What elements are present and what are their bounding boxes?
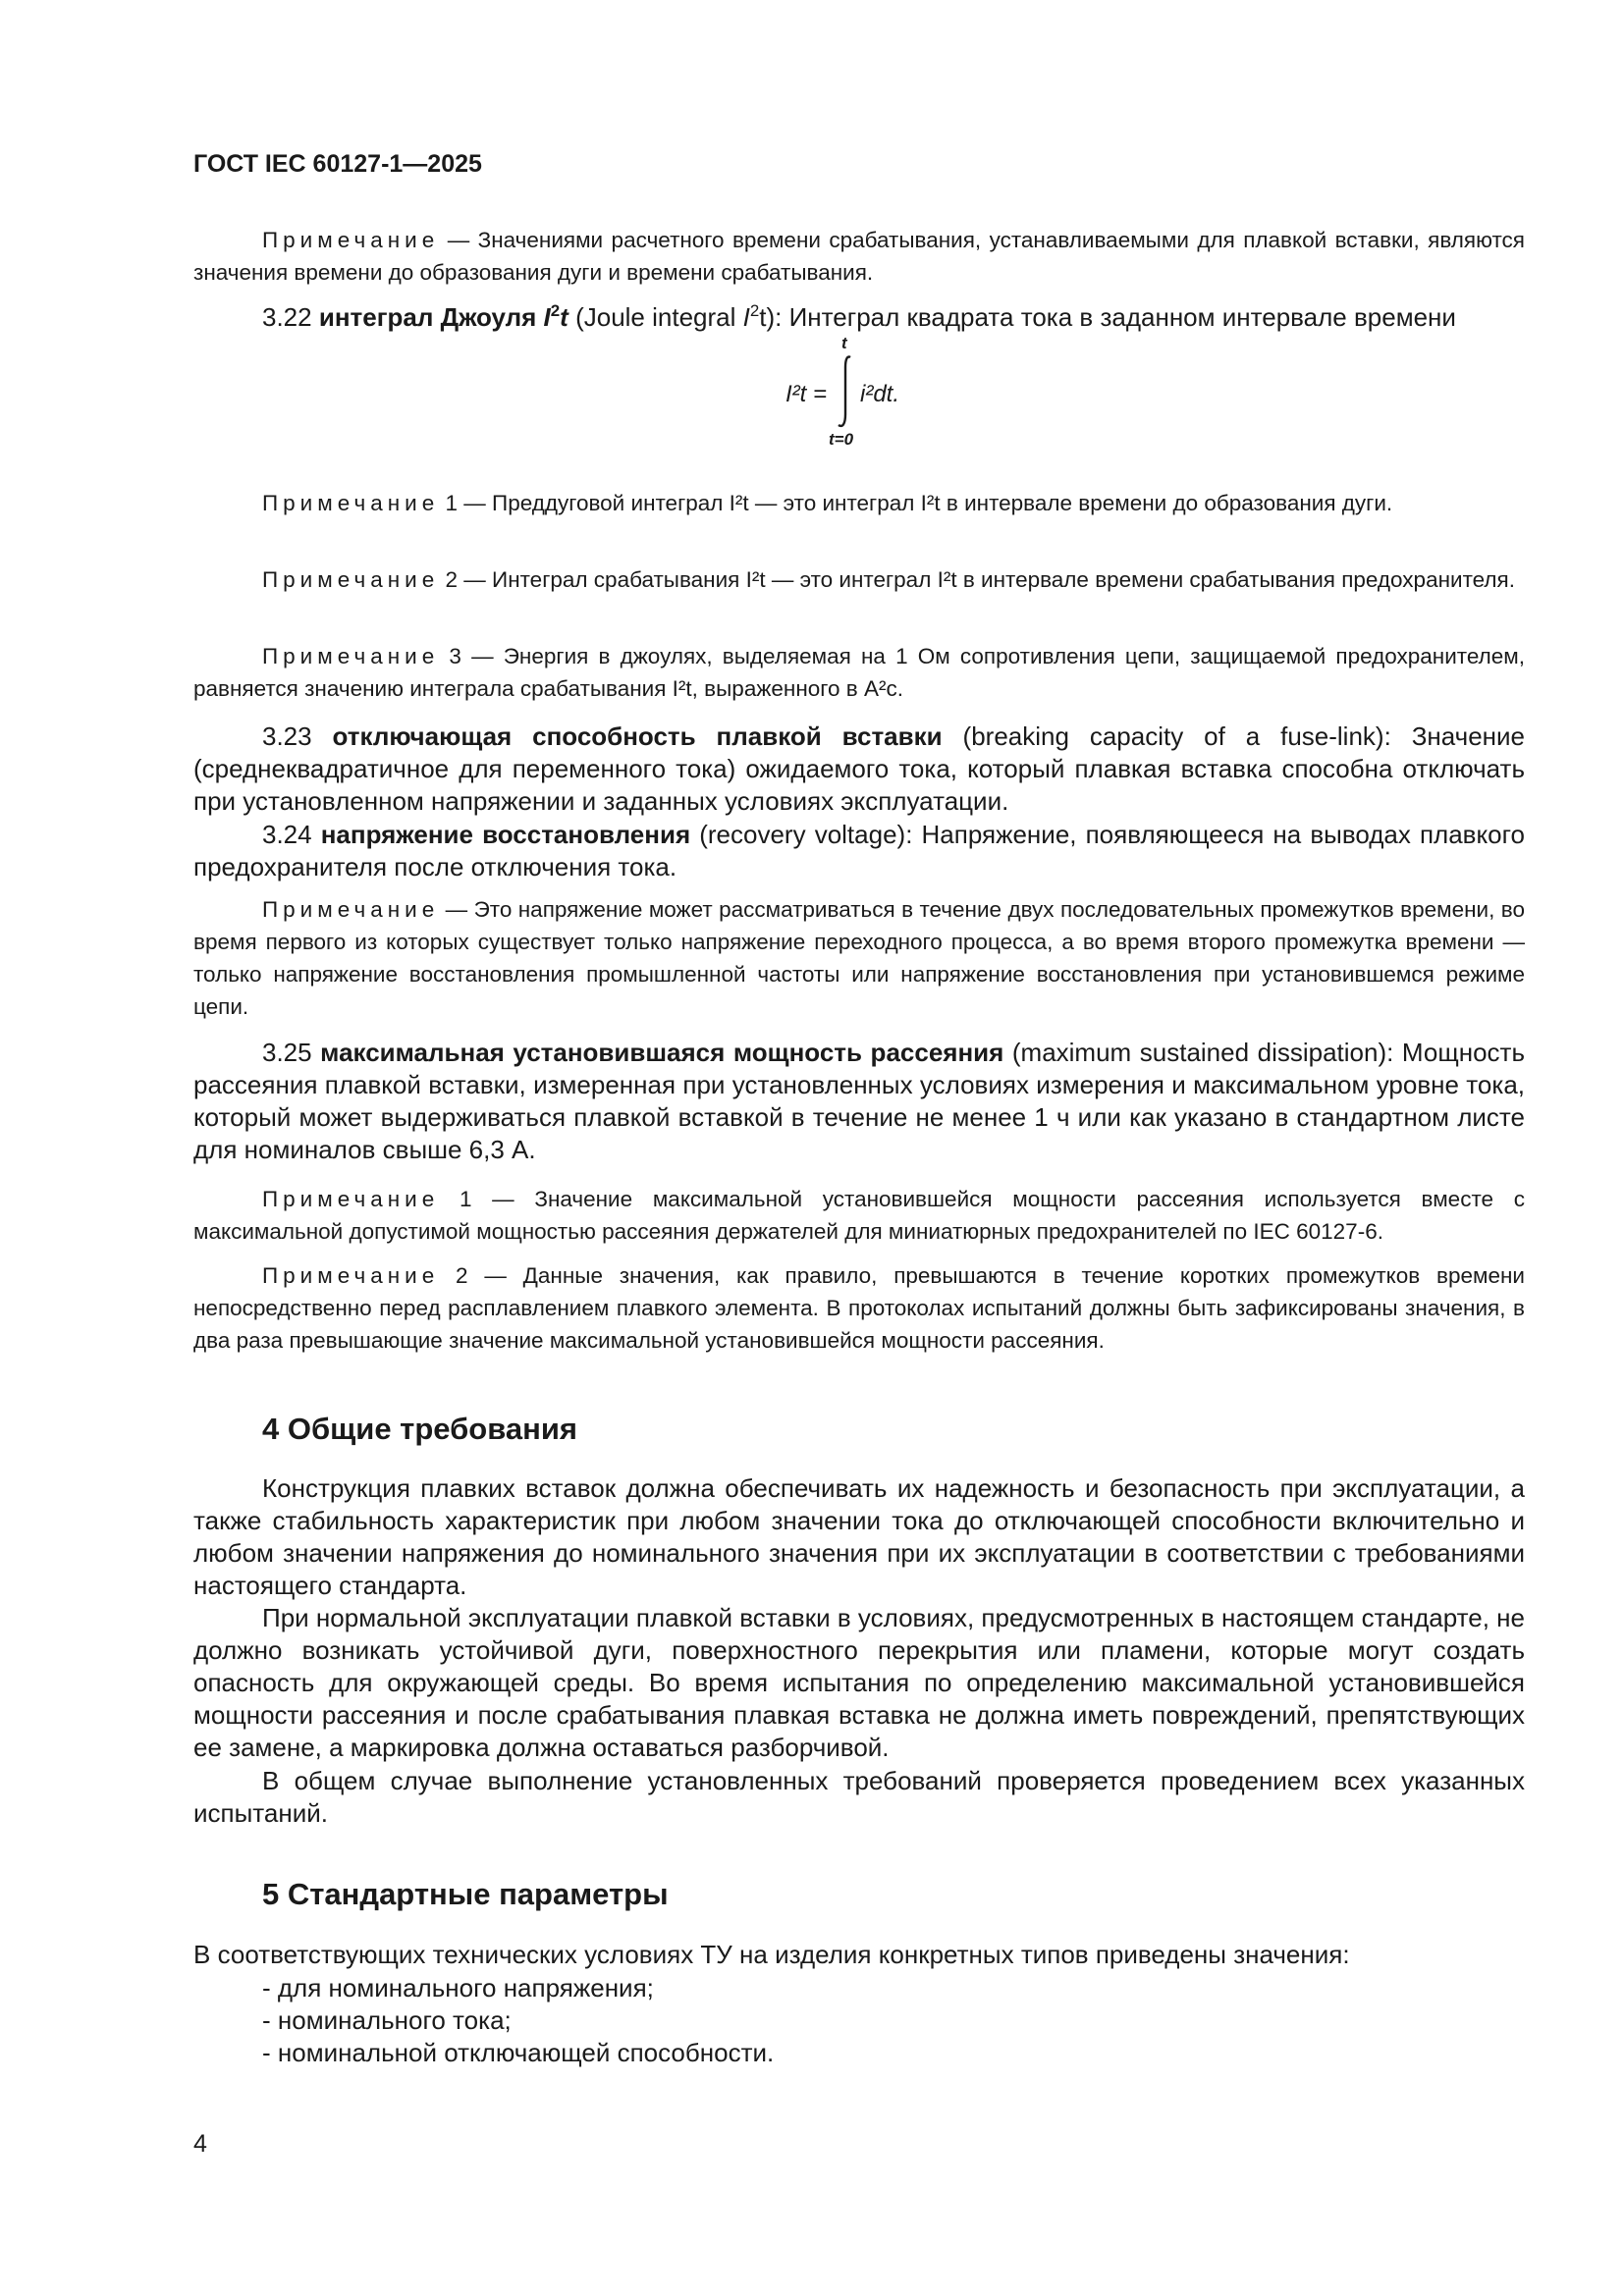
note-text: — Энергия в джоулях, выделяемая на 1 Ом сопротивления цепи, защищаемой предохранителем, равняется значению интеграла срабатывания I²t, выраженного в А²с. xyxy=(193,644,1525,701)
note-number: 1 xyxy=(459,1187,472,1211)
definition-body: Интеграл квадрата тока в заданном интервале времени xyxy=(788,302,1456,332)
page-number: 4 xyxy=(193,2130,207,2158)
note-text: — Интеграл срабатывания I²t — это интеграл I²t в интервале времени срабатывания предохранителя. xyxy=(463,567,1515,592)
note-label: Примечание xyxy=(262,491,440,515)
document-header: ГОСТ IEC 60127-1—2025 xyxy=(193,150,482,178)
section-5-intro: В соответствующих технических условиях ТУ на изделия конкретных типов приведены значения: xyxy=(193,1940,1350,1969)
term: напряжение восстановления xyxy=(320,820,691,849)
section-5-title: 5 Стандартные параметры xyxy=(262,1877,669,1911)
term: интеграл Джоуля xyxy=(318,302,537,332)
formula-lhs: I²t = xyxy=(785,381,828,407)
note-3-22-2 xyxy=(193,563,1525,596)
note-label: Примечание xyxy=(262,228,440,252)
note-text: — Это напряжение может рассматриваться в течение двух последовательных промежутков времени, во время первого из которых существует только напряжение переходного процесса, а во время второго промежутка времени — только напряжение восстановления промышленной частоты или напряжение восстановления при установившемся режиме цепи. xyxy=(193,897,1525,1019)
note-text: — Данные значения, как правило, превышаются в течение коротких промежутков времени непосредственно перед расплавлением плавкого элемента. В протоколах испытаний должны быть зафиксированы значения, в два раза превышающие значение максимальной установившейся мощности рассеяния. xyxy=(193,1263,1525,1353)
note-number: 3 xyxy=(449,644,461,668)
note-3-24 xyxy=(193,893,1525,1023)
note-3-22-3 xyxy=(193,640,1525,705)
symbol-i: I xyxy=(543,302,551,332)
clause-number: 3.22 xyxy=(262,302,312,332)
term-english-close: t): xyxy=(759,302,783,332)
formula-integrand: i²dt. xyxy=(860,381,900,407)
note-intro xyxy=(193,224,1525,289)
definition-3-22: 3.22 интеграл Джоуля $I^2t$ (Joule integral $I^2t$): Интеграл квадрата тока в заданном интервале времени xyxy=(262,300,1456,332)
section-4-paragraph-1: Конструкция плавких вставок должна обеспечивать их надежность и безопасность при эксплуатации, а также стабильность характеристик при любом значении тока до отключающей способности включительно и любом значении напряжения до номинального значения при их эксплуатации в соответствии с требованиями настоящего стандарта. xyxy=(193,1473,1525,1600)
clause-number: 3.25 xyxy=(262,1038,312,1067)
symbol-exp: 2 xyxy=(550,300,561,320)
section-4-paragraph-2: При нормальной эксплуатации плавкой вставки в условиях, предусмотренных в настоящем стандарте, не должно возникать устойчивой дуги, поверхностного перекрытия или пламени, которые могут создать опасность для окружающей среды. Во время испытания по определению максимальной установившейся мощности рассеяния и после срабатывания плавкая вставка не должна иметь повреждений, препятствующих ее замене, а маркировка должна оставаться разборчивой. xyxy=(193,1603,1525,1762)
definition-3-24 xyxy=(193,819,1525,883)
note-label: Примечание xyxy=(262,1263,440,1288)
term: отключающая способность плавкой вставки xyxy=(332,721,943,751)
integral-sign-icon xyxy=(835,353,858,430)
note-text: — Преддуговой интеграл I²t — это интеграл I²t в интервале времени до образования дуги. xyxy=(463,491,1393,515)
definition-3-23 xyxy=(193,721,1525,818)
list-item: - номинального тока; xyxy=(262,2005,512,2035)
list-item: - номинальной отключающей способности. xyxy=(262,2038,775,2067)
list-item: - для номинального напряжения; xyxy=(262,1973,654,2002)
term-english-open: (Joule integral xyxy=(575,302,743,332)
definition-body: (maximum sustained dissipation): Мощность рассеяния плавкой вставки, измеренная при установленных условиях измерения и максимальном уровне тока, который может выдерживаться плавкой вставкой в течение не менее 1 ч или как указано в стандартном листе для номиналов свыше 6,3 А. xyxy=(193,1038,1525,1164)
note-label: Примечание xyxy=(262,897,440,922)
section-4-title: 4 Общие требования xyxy=(262,1412,577,1446)
note-3-25-2 xyxy=(193,1259,1525,1357)
definition-3-25 xyxy=(193,1037,1525,1166)
note-number: 1 xyxy=(445,491,459,515)
clause-number: 3.23 xyxy=(262,721,312,751)
note-label: Примечание xyxy=(262,567,440,592)
formula-lower-limit: t=0 xyxy=(829,430,854,449)
note-number: 2 xyxy=(456,1263,468,1288)
formula-upper-limit: t xyxy=(841,334,847,352)
definition-body: (recovery voltage): Напряжение, появляющееся на выводах плавкого предохранителя после отключения тока. xyxy=(193,820,1525,881)
note-label: Примечание xyxy=(262,1187,440,1211)
note-text: — Значениями расчетного времени срабатывания, устанавливаемыми для плавкой вставки, являются значения времени до образования дуги и времени срабатывания. xyxy=(193,228,1525,285)
section-4-paragraph-3: В общем случае выполнение установленных требований проверяется проведением всех указанных испытаний. xyxy=(193,1766,1525,1828)
note-label: Примечание xyxy=(262,644,440,668)
note-3-22-1 xyxy=(193,487,1525,519)
joule-integral-formula xyxy=(785,334,943,461)
term: максимальная установившаяся мощность рассеяния xyxy=(320,1038,1004,1067)
note-number: 2 xyxy=(445,567,459,592)
definition-body: (breaking capacity of a fuse-link): Значение (среднеквадратичное для переменного тока) ожидаемого тока, который плавкая вставка способна отключать при установленном напряжении и заданных условиях эксплуатации. xyxy=(193,721,1525,816)
note-text: — Значение максимальной установившейся мощности рассеяния используется вместе с максимальной допустимой мощностью рассеяния держателей для миниатюрных предохранителей по IEC 60127-6. xyxy=(193,1187,1525,1244)
note-3-25-1 xyxy=(193,1183,1525,1248)
clause-number: 3.24 xyxy=(262,820,312,849)
symbol-t: t xyxy=(560,302,568,332)
